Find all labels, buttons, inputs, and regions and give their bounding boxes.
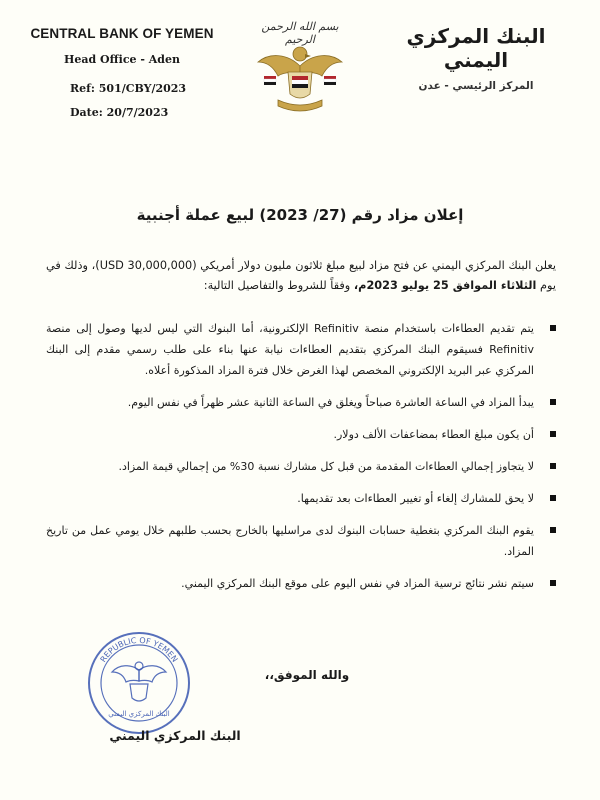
emblem-head [293,47,307,61]
letter-date: Date: 20/7/2023 [70,106,169,119]
list-item [46,488,560,509]
closing-phrase: والله الموفق،، [264,668,350,682]
list-item [46,520,560,562]
intro-date-bold: الثلاثاء الموافق 25 يوليو 2023م، [353,279,537,292]
list-item-text: يقوم البنك المركزي بتغطية حسابات البنوك لدى مراسليها بالخارج بحسب طلبهم خلال يومي عمل من تاريخ المزاد. [46,524,534,558]
svg-text:البنك المركزي اليمني: البنك المركزي اليمني [108,710,170,718]
bullet-square-icon [550,580,556,586]
intro-paragraph [46,256,556,296]
header-right [376,24,576,92]
header-left [22,26,222,66]
bullet-square-icon [550,325,556,331]
svg-text:REPUBLIC OF YEMEN: REPUBLIC OF YEMEN [98,635,180,664]
list-item-text: لا يحق للمشارك إلغاء أو تغيير العطاءات بعد تقديمها. [297,492,534,505]
list-item [46,392,560,413]
list-item-text: أن يكون مبلغ العطاء بمضاعفات الألف دولار. [333,428,534,441]
emblem-flag-black [292,84,308,88]
conditions-list [46,318,560,605]
list-item [46,456,560,477]
emblem-flag-white [292,80,308,84]
basmala: بسم الله الرحمن الرحيم [261,20,339,46]
list-item [46,573,560,594]
list-item-text: سيتم نشر نتائج ترسية المزاد في نفس اليوم على موقع البنك المركزي اليمني. [181,577,534,590]
intro-part1: يعلن البنك المركزي اليمني عن فتح مزاد لبيع مبلغ ثلاثون مليون دولار أمريكي (30,000,000 USD)، وذلك في يوم [46,259,556,292]
reference-number: Ref: 501/CBY/2023 [70,82,187,95]
list-item [46,318,560,381]
announcement-title: إعلان مزاد رقم (27/ 2023) لبيع عملة أجنبية [136,206,464,224]
office-ar: المركز الرئيسي - عدن [418,80,534,92]
signature-bank-name: البنك المركزي اليمني [109,728,241,743]
emblem-banner [278,100,322,111]
official-stamp-icon [86,630,192,736]
yemen-eagle-emblem-icon [248,14,352,118]
list-item-text: يبدأ المزاد في الساعة العاشرة صباحاً ويغلق في الساعة الثانية عشر ظهراً في نفس اليوم. [127,396,534,409]
intro-part3: وفقاً للشروط والتفاصيل التالية: [203,279,354,292]
list-item-text: لا يتجاوز إجمالي العطاءات المقدمة من قبل كل مشارك نسبة 30% من إجمالي قيمة المزاد. [118,460,534,473]
bank-name-en: CENTRAL BANK OF YEMEN [30,26,214,41]
office-en: Head Office - Aden [64,53,180,66]
bullet-square-icon [550,399,556,405]
list-item-text: يتم تقديم العطاءات باستخدام منصة Refinitiv الإلكترونية، أما البنوك التي ليس لديها وصول إلى منصة Refinitiv فسيقوم البنك المركزي بتقديم العطاءات نيابة عنها بناء على طلب رسمي مقدم إلى البنك المركزي عبر البريد الإلكتروني المخصص لهذا الغرض خلال فترة المزاد المذكورة أعلاه. [46,322,534,377]
emblem-flag-red [292,76,308,80]
bullet-square-icon [550,527,556,533]
bullet-square-icon [550,431,556,437]
bank-name-ar: البنك المركزي اليمني [406,24,546,72]
bullet-square-icon [550,463,556,469]
bullet-square-icon [550,495,556,501]
list-item [46,424,560,445]
